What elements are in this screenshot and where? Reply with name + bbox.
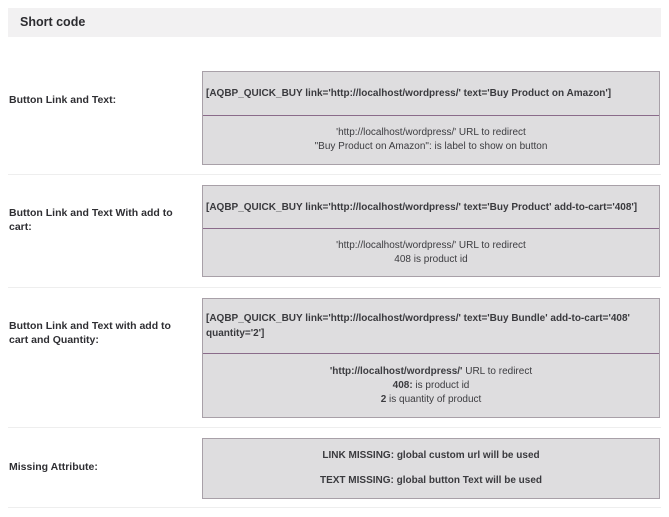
row-divider	[8, 287, 661, 288]
row-divider	[8, 174, 661, 175]
description-line: 2 is quantity of product	[380, 393, 482, 405]
row-label-button-link-text-add-to-cart: Button Link and Text With add to cart:	[9, 207, 173, 233]
row-label-missing-attribute: Missing Attribute:	[9, 461, 98, 473]
shortcode-box-button-link-text	[202, 71, 660, 165]
description-line: 'http://localhost/wordpress/' URL to redirect	[336, 239, 526, 251]
shortcode-text[interactable]: [AQBP_QUICK_BUY link='http://localhost/wordpress/' text='Buy Product on Amazon']	[203, 72, 659, 116]
shortcode-description	[203, 229, 659, 276]
shortcode-box-add-to-cart	[202, 185, 660, 277]
missing-attribute-box	[202, 438, 660, 499]
note-text-missing: TEXT MISSING: global button Text will be used	[319, 475, 543, 486]
row-divider	[8, 507, 661, 508]
shortcode-box-add-to-cart-quantity	[202, 298, 660, 418]
section-header	[8, 8, 661, 37]
shortcode-text[interactable]: [AQBP_QUICK_BUY link='http://localhost/wordpress/' text='Buy Bundle' add-to-cart='408' quantity='2']	[203, 299, 659, 354]
description-line: 'http://localhost/wordpress/' URL to redirect	[336, 127, 526, 138]
shortcode-description	[203, 116, 659, 164]
description-line: 408: is product id	[392, 379, 470, 391]
row-label-button-link-text: Button Link and Text:	[9, 94, 117, 106]
shortcode-text[interactable]: [AQBP_QUICK_BUY link='http://localhost/wordpress/' text='Buy Product' add-to-cart='408']	[203, 186, 659, 229]
row-label-add-to-cart-quantity: Button Link and Text with add to cart and Quantity:	[9, 320, 171, 346]
description-line: 'http://localhost/wordpress/' URL to redirect	[329, 365, 533, 377]
shortcode-description	[203, 354, 659, 417]
row-divider	[8, 427, 661, 428]
description-line: "Buy Product on Amazon": is label to show on button	[314, 141, 548, 152]
description-line: 408 is product id	[394, 253, 468, 265]
missing-attribute-notes	[203, 439, 659, 498]
note-link-missing: LINK MISSING: global custom url will be used	[322, 450, 540, 461]
page-title: Short code	[20, 15, 86, 29]
